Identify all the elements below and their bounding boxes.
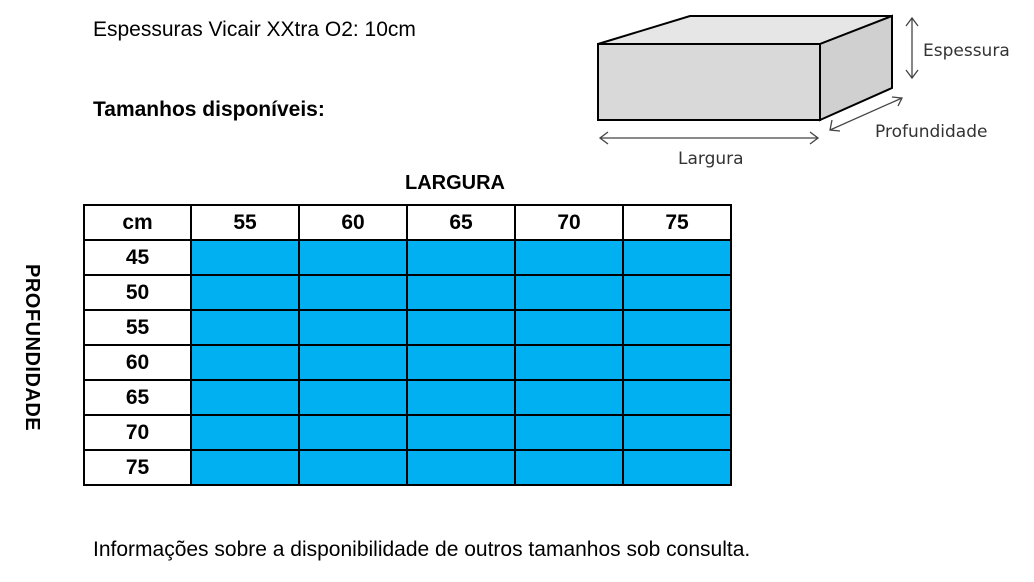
available-size-cell [299, 450, 407, 485]
depth-row-header: 60 [84, 345, 191, 380]
depth-row-header: 75 [84, 450, 191, 485]
sizes-table [83, 204, 732, 486]
depth-row-header: 55 [84, 310, 191, 345]
available-size-cell [191, 345, 299, 380]
available-size-cell [407, 275, 515, 310]
thickness-label: Espessura [923, 41, 1010, 61]
available-size-cell [191, 310, 299, 345]
available-size-cell [299, 380, 407, 415]
available-size-cell [623, 310, 731, 345]
sizes-title: Tamanhos disponíveis: [93, 98, 325, 121]
available-size-cell [623, 275, 731, 310]
box-front-face [598, 44, 820, 120]
available-size-cell [191, 275, 299, 310]
depth-row-header: 70 [84, 415, 191, 450]
available-size-cell [299, 415, 407, 450]
table-row [84, 275, 731, 310]
available-size-cell [299, 240, 407, 275]
available-size-cell [623, 240, 731, 275]
thickness-text: Espessuras Vicair XXtra O2: 10cm [93, 18, 416, 41]
table-row [84, 345, 731, 380]
available-size-cell [515, 450, 623, 485]
table-row [84, 310, 731, 345]
depth-row-header: 65 [84, 380, 191, 415]
available-size-cell [515, 380, 623, 415]
width-label: Largura [678, 149, 744, 169]
available-size-cell [407, 240, 515, 275]
width-column-header: 75 [623, 205, 731, 240]
available-size-cell [623, 415, 731, 450]
available-size-cell [299, 310, 407, 345]
available-size-cell [623, 345, 731, 380]
available-size-cell [191, 450, 299, 485]
depth-row-header: 50 [84, 275, 191, 310]
available-size-cell [407, 450, 515, 485]
width-column-header: 55 [191, 205, 299, 240]
available-size-cell [407, 345, 515, 380]
width-arrow [600, 132, 818, 144]
cushion-dimension-diagram [590, 8, 1030, 173]
available-size-cell [515, 415, 623, 450]
available-size-cell [299, 345, 407, 380]
availability-note: Informações sobre a disponibilidade de outros tamanhos sob consulta. [93, 538, 751, 561]
table-header-row [84, 205, 731, 240]
width-column-header: 65 [407, 205, 515, 240]
table-row [84, 450, 731, 485]
table-row [84, 380, 731, 415]
depth-row-header: 45 [84, 240, 191, 275]
unit-header: cm [84, 205, 191, 240]
available-size-cell [515, 310, 623, 345]
depth-label: Profundidade [875, 122, 988, 142]
available-size-cell [407, 415, 515, 450]
available-size-cell [515, 275, 623, 310]
available-size-cell [191, 240, 299, 275]
available-size-cell [191, 415, 299, 450]
depth-axis-title: PROFUNDIDADE [21, 264, 43, 432]
available-size-cell [407, 310, 515, 345]
width-column-header: 70 [515, 205, 623, 240]
available-size-cell [623, 380, 731, 415]
table-body [84, 240, 731, 485]
table-row [84, 415, 731, 450]
available-size-cell [191, 380, 299, 415]
table-row [84, 240, 731, 275]
width-axis-title: LARGURA [405, 172, 505, 194]
available-size-cell [299, 275, 407, 310]
available-size-cell [623, 450, 731, 485]
width-column-header: 60 [299, 205, 407, 240]
available-size-cell [515, 240, 623, 275]
thickness-arrow [906, 18, 918, 78]
available-size-cell [515, 345, 623, 380]
available-size-cell [407, 380, 515, 415]
